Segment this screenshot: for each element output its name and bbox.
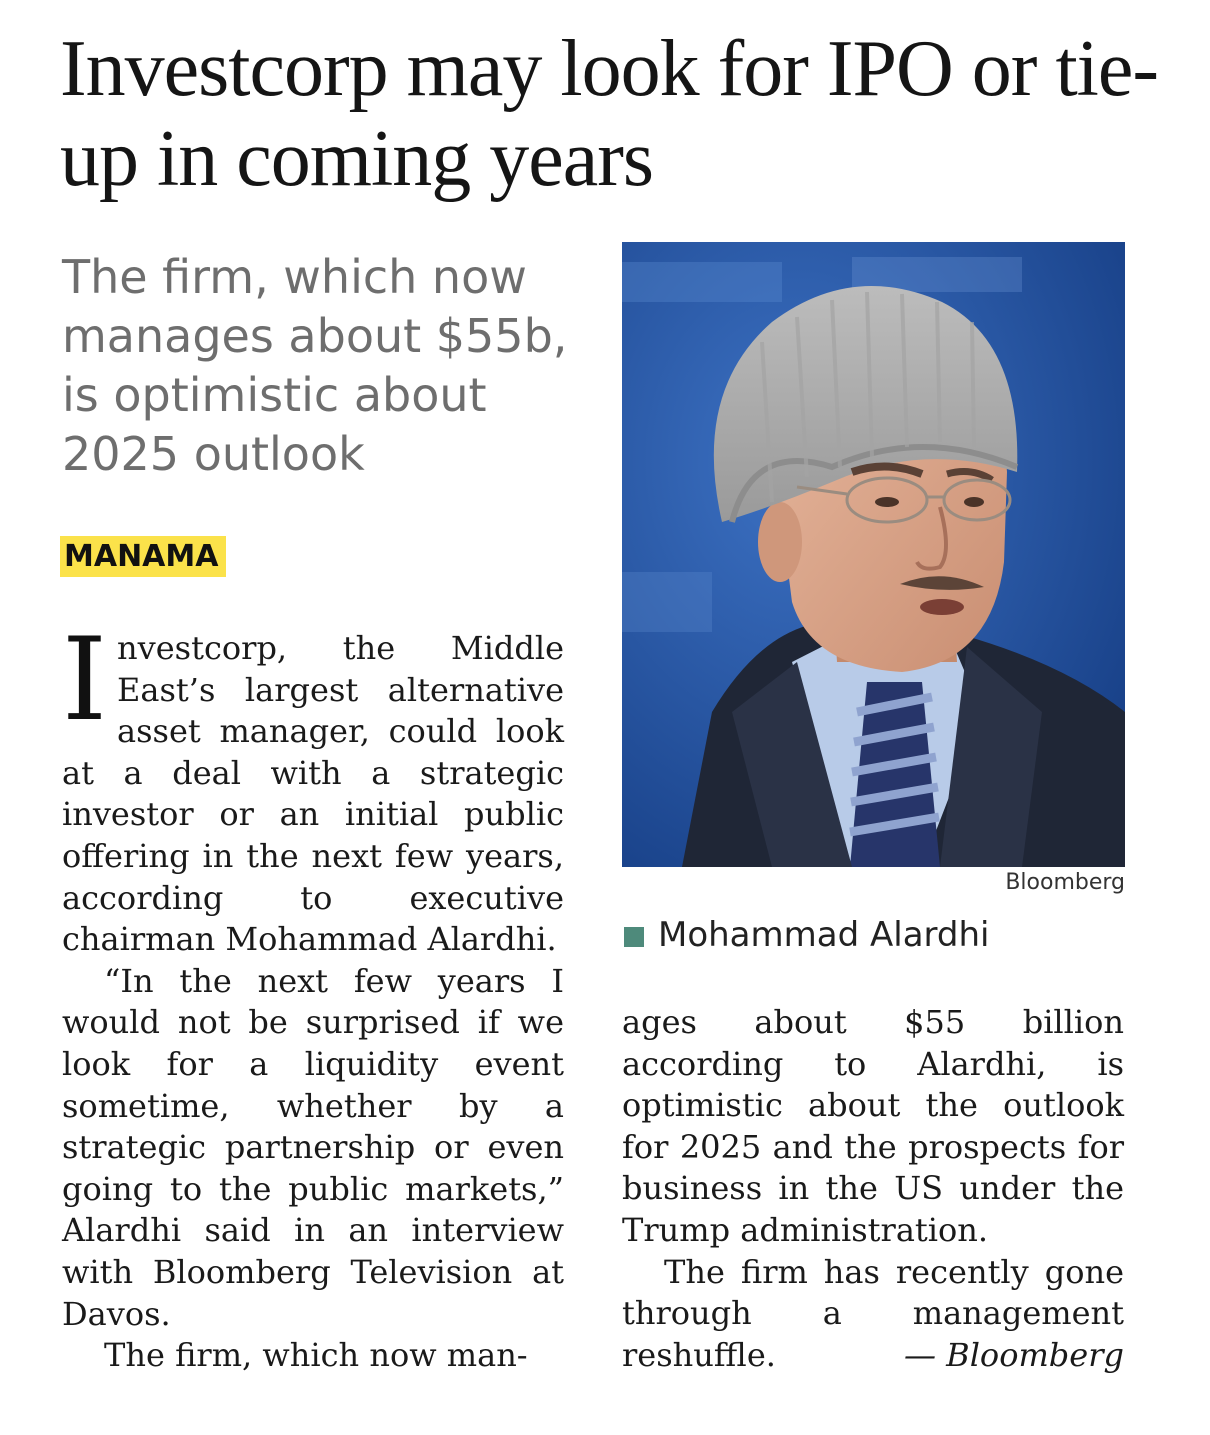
paragraph-1-text: nvestcorp, the Middle East’s largest alternative asset manager, could look at a deal with a strategic investor or an initial public offering in the next few years, according to executive chairman Mohammad Alardhi. <box>62 629 564 959</box>
portrait-photo <box>622 242 1125 867</box>
portrait-illustration <box>622 242 1125 867</box>
deck-subheadline: The firm, which now manages about $55b, is optimistic about 2025 outlook <box>62 250 568 481</box>
caption-square-icon <box>624 927 644 947</box>
paragraph-4 <box>622 1252 1124 1377</box>
photo-credit: Bloomberg <box>1005 870 1125 895</box>
headline: Investcorp may look for IPO or tie-up in coming years <box>60 25 1159 203</box>
paragraph-1 <box>62 613 564 961</box>
paragraph-3-end: ages about $55 billion according to Alardhi, is optimistic about the outlook for 2025 and the prospects for business in the US under the Trump administration. <box>622 1003 1124 1249</box>
drop-cap: I <box>62 613 108 746</box>
article-column-2 <box>622 1002 1124 1376</box>
paragraph-2: “In the next few years I would not be surprised if we look for a liquidity event sometime, whether by a strategic partnership or even going to the public markets,” Alardhi said in an interview with Bloomberg Television at Davos. <box>62 961 564 1333</box>
article-column-1 <box>62 613 564 1377</box>
photo-caption <box>624 915 989 955</box>
paragraph-4-text: The firm has recently gone through a management reshuffle. <box>622 1252 1124 1374</box>
paragraph-3-start: The firm, which now man- <box>104 1336 528 1375</box>
caption-text: Mohammad Alardhi <box>658 915 990 955</box>
dateline-badge: MANAMA <box>60 536 226 577</box>
signoff: — Bloomberg <box>904 1335 1124 1374</box>
